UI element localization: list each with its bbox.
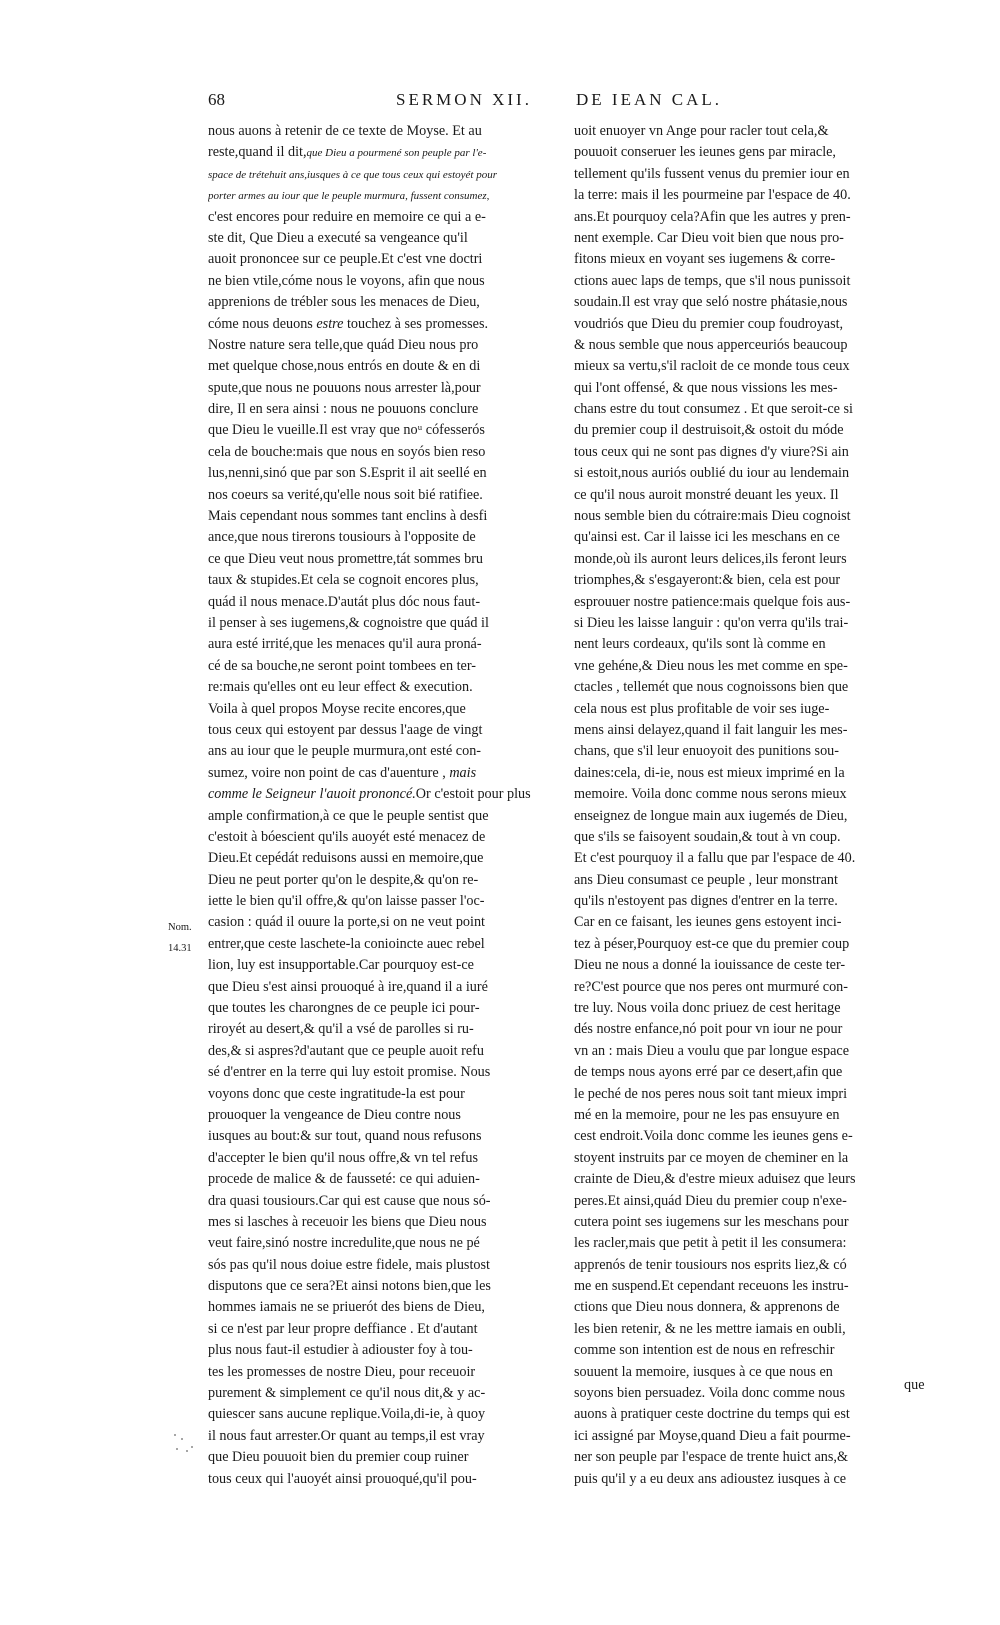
italic-segment: estre xyxy=(316,315,344,332)
text-line xyxy=(208,891,565,912)
text-segment: Mais cependant nous sommes tant enclins à desfi xyxy=(208,508,488,525)
text-line xyxy=(208,1233,565,1254)
text-segment: procede de malice & de fausseté: ce qui aduien- xyxy=(208,1171,480,1188)
text-line xyxy=(574,891,939,912)
text-segment: ans Dieu consumast ce peuple , leur monstrant xyxy=(574,871,838,888)
text-line xyxy=(574,121,939,142)
margin-note-line: 14.31 xyxy=(168,943,192,954)
text-segment: les racler,mais que petit à petit il les consumera: xyxy=(574,1235,847,1252)
text-line xyxy=(574,1191,939,1212)
text-segment: cest endroit.Voila donc comme les ieunes gens e- xyxy=(574,1128,853,1145)
text-segment: voyons donc que ceste ingratitude-la est pour xyxy=(208,1085,465,1102)
text-line xyxy=(208,806,565,827)
text-segment: dire, Il en sera ainsi : nous ne pouuons conclure xyxy=(208,401,479,418)
text-line xyxy=(208,1126,565,1147)
text-segment: mens ainsi delayez,quand il fait languir les mes- xyxy=(574,721,848,738)
text-segment: cutera point ses iugemens sur les meschans pour xyxy=(574,1213,849,1230)
text-segment: chans, que s'il leur enuoyoit des punitions sou- xyxy=(574,743,839,760)
text-segment: cela de bouche:mais que nous en soyós bien reso xyxy=(208,443,486,460)
text-segment: lus,nenni,sinó que par son S.Esprit il ait seellé en xyxy=(208,465,487,482)
text-segment: dra quasi tousiours.Car qui est cause que nous só- xyxy=(208,1192,491,1209)
text-segment: casion : quád il ouure la porte,si on ne veut point xyxy=(208,914,485,931)
text-line xyxy=(208,613,565,634)
text-segment: Et c'est pourquoy il a fallu que par l'espace de 40. xyxy=(574,850,856,867)
catchword: que xyxy=(904,1377,925,1393)
text-line xyxy=(574,699,939,720)
text-line xyxy=(574,314,939,335)
text-segment: met quelque chose,nous entrós en doute & en di xyxy=(208,358,481,375)
text-segment: ctacles , tellemét que nous cognoissons bien que xyxy=(574,679,849,696)
text-line xyxy=(574,1126,939,1147)
margin-note xyxy=(168,917,204,959)
text-line xyxy=(574,249,939,270)
text-line xyxy=(208,1019,565,1040)
text-line xyxy=(208,506,565,527)
text-segment: prouoquer la vengeance de Dieu contre nous xyxy=(208,1106,461,1123)
text-line xyxy=(208,1255,565,1276)
text-line xyxy=(574,848,939,869)
page-number: 68 xyxy=(208,90,225,109)
text-segment: ample confirmation,à ce que le peuple sentist que xyxy=(208,807,489,824)
text-segment: iette le bien qu'il offre,& qu'on laisse passer l'oc- xyxy=(208,893,485,910)
text-line xyxy=(208,142,565,163)
text-line xyxy=(208,164,565,185)
text-segment: plus nous faut-il estudier à adiouster foy à tou- xyxy=(208,1342,473,1359)
text-line xyxy=(574,142,939,163)
text-line xyxy=(574,1340,939,1361)
text-segment: nos coeurs sa verité,qu'elle nous soit bié ratifiee. xyxy=(208,486,483,503)
text-line xyxy=(208,228,565,249)
text-segment: que Dieu pouuoit bien du premier coup ruiner xyxy=(208,1449,469,1466)
text-line xyxy=(208,1169,565,1190)
text-segment: si estoit,nous auriós oublié du iour au lendemain xyxy=(574,465,850,482)
text-segment: cóme nous deuons xyxy=(208,315,317,332)
text-line xyxy=(208,977,565,998)
text-line xyxy=(208,870,565,891)
text-line xyxy=(574,1062,939,1083)
text-line xyxy=(574,998,939,1019)
text-segment: ne bien vtile,cóme nous le voyons, afin que nous xyxy=(208,272,485,289)
text-segment: soyons bien persuadez. Voila donc comme nous xyxy=(574,1385,845,1402)
text-segment: mieux sa vertu,s'il racloit de ce monde tous ceux xyxy=(574,358,850,375)
text-line xyxy=(208,1084,565,1105)
text-segment: puis qu'il y a eu deux ans adioustez iusques à ce xyxy=(574,1470,847,1487)
text-line xyxy=(208,378,565,399)
text-segment: cela nous est plus profitable de voir ses iuge- xyxy=(574,700,830,717)
text-line xyxy=(574,292,939,313)
text-segment: apprenions de trébler sous les menaces de Dieu, xyxy=(208,294,480,311)
text-line xyxy=(574,955,939,976)
text-segment: Dieu.Et cepédát reduisons aussi en memoire,que xyxy=(208,850,484,867)
text-segment: quád il nous menace.D'autát plus dóc nous faut- xyxy=(208,593,481,610)
text-line xyxy=(208,827,565,848)
running-head xyxy=(208,90,756,114)
text-line xyxy=(208,420,565,441)
text-segment: memoire. Voila donc comme nous serons mieux xyxy=(574,786,847,803)
text-line xyxy=(208,356,565,377)
text-segment: Dieu ne peut porter qu'on le despite,& qu'on re- xyxy=(208,871,479,888)
text-segment: crainte de Dieu,& d'estre mieux aduisez que leurs xyxy=(574,1171,856,1188)
text-segment: que Dieu s'est ainsi prouoqué à ire,quand il a iuré xyxy=(208,978,488,995)
text-segment: me en suspend.Et cependant receuons les instru- xyxy=(574,1278,849,1295)
running-title-right: DE IEAN CAL. xyxy=(576,90,723,109)
text-segment: reste,quand il dit, xyxy=(208,144,307,161)
text-segment: lion, luy est insupportable.Car pourquoy est-ce xyxy=(208,957,474,974)
text-segment: monde,où ils auront leurs delices,ils feront leurs xyxy=(574,550,847,567)
text-line xyxy=(574,1255,939,1276)
text-line xyxy=(208,1469,565,1490)
text-line xyxy=(208,741,565,762)
text-segment: tes les promesses de nostre Dieu, pour receuoir xyxy=(208,1363,476,1380)
text-segment: cé de sa bouche,ne seront point tombees en ter- xyxy=(208,657,476,674)
text-segment: entrer,que ceste laschete-la conioincte auec rebel xyxy=(208,935,485,952)
italic-segment: space de trétehuit ans,iusques à ce que tous ceux qui estoyét pour xyxy=(208,168,497,181)
text-line xyxy=(208,848,565,869)
text-segment: ctions auec laps de temps, que s'il nous punissoit xyxy=(574,272,851,289)
text-segment: quiescer sans aucune replique.Voila,di-ie, à quoy xyxy=(208,1406,486,1423)
text-line xyxy=(574,1169,939,1190)
text-line xyxy=(574,1297,939,1318)
text-segment: ste dit, Que Dieu a executé sa vengeance qu'il xyxy=(208,229,468,246)
text-line xyxy=(208,1041,565,1062)
italic-segment: mais xyxy=(449,764,477,781)
text-segment: nent exemple. Car Dieu voit bien que nous pro- xyxy=(574,229,844,246)
text-line xyxy=(208,485,565,506)
text-segment: des,& si aspres?d'autant que ce peuple auoit refu xyxy=(208,1042,484,1059)
text-segment: Dieu ne nous a donné la iouissance de ceste ter- xyxy=(574,957,846,974)
text-line xyxy=(208,1383,565,1404)
text-line xyxy=(574,977,939,998)
text-line xyxy=(574,399,939,420)
text-segment: chans estre du tout consumez . Et que seroit-ce si xyxy=(574,401,853,418)
text-line xyxy=(574,613,939,634)
text-line xyxy=(208,549,565,570)
margin-note-line: Nom. xyxy=(168,922,192,933)
text-segment: veut faire,sinó nostre incredulite,que nous ne pé xyxy=(208,1235,480,1252)
text-line xyxy=(208,656,565,677)
text-line xyxy=(208,1212,565,1233)
text-line xyxy=(208,1105,565,1126)
text-line xyxy=(574,677,939,698)
text-line xyxy=(208,592,565,613)
text-segment: ance,que nous tirerons tousiours à l'opposite de xyxy=(208,529,476,546)
text-line xyxy=(574,335,939,356)
text-segment: & nous semble que nous apperceuriós beaucoup xyxy=(574,336,848,353)
text-segment: nous auons à retenir de ce texte de Moyse. Et au xyxy=(208,123,482,139)
text-segment: disputons que ce sera?Et ainsi notons bien,que les xyxy=(208,1278,491,1295)
text-segment: tous ceux qui l'auoyét ainsi prouoqué,qu'il pou- xyxy=(208,1470,477,1487)
text-line xyxy=(574,527,939,548)
text-line xyxy=(574,1019,939,1040)
text-segment: soudain.Il est vray que seló nostre phátasie,nous xyxy=(574,294,848,311)
text-segment: auons à pratiquer ceste doctrine du temps qui est xyxy=(574,1406,850,1423)
text-segment: ctions que Dieu nous donnera, & apprenons de xyxy=(574,1299,840,1316)
text-line xyxy=(208,1340,565,1361)
text-segment: riroyét au desert,& qu'il a vsé de parolles si ru- xyxy=(208,1021,474,1038)
text-segment: iusques au bout:& sur tout, quand nous refusons xyxy=(208,1128,482,1145)
text-line xyxy=(574,1469,939,1490)
text-segment: enseignez de longue main aux iugemés de Dieu, xyxy=(574,807,848,824)
text-line xyxy=(208,1319,565,1340)
text-line xyxy=(574,720,939,741)
text-line xyxy=(208,1297,565,1318)
text-segment: si Dieu les laisse languir : qu'on verra qu'ils trai- xyxy=(574,614,849,631)
text-segment: nous semble bien du cótraire:mais Dieu cognoist xyxy=(574,508,851,525)
text-line xyxy=(574,1041,939,1062)
text-segment: purement & simplement ce qu'il nous dit,& y ac- xyxy=(208,1385,486,1402)
text-segment: d'accepter le bien qu'il nous offre,& vn tel refus xyxy=(208,1149,478,1166)
text-segment: auoit prononcee sur ce peuple.Et c'est vne doctri xyxy=(208,251,483,268)
text-segment: sé d'entrer en la terre qui luy estoit promise. Nous xyxy=(208,1064,491,1081)
text-segment: daines:cela, di-ie, nous est mieux imprimé en la xyxy=(574,764,845,781)
text-segment: Nostre nature sera telle,que quád Dieu nous pro xyxy=(208,336,479,353)
text-line xyxy=(208,934,565,955)
text-segment: ans au iour que le peuple murmura,ont esté con- xyxy=(208,743,482,760)
text-line xyxy=(574,1212,939,1233)
text-line xyxy=(574,1426,939,1447)
text-segment: apprenós de tenir tousiours nos esprits liez,& có xyxy=(574,1256,847,1273)
text-segment: comme son intention est de nous en refreschir xyxy=(574,1342,835,1359)
text-line xyxy=(574,1084,939,1105)
text-line xyxy=(574,1148,939,1169)
text-segment: stoyent instruits par ce moyen de cheminer en la xyxy=(574,1149,849,1166)
text-line xyxy=(208,292,565,313)
text-line xyxy=(574,549,939,570)
text-segment: ici assigné par Moyse,quand Dieu a fait pourme- xyxy=(574,1427,851,1444)
text-segment: que toutes les charongnes de ce peuple ici pour- xyxy=(208,1000,480,1017)
text-segment: vne gehéne,& Dieu nous les met comme en spe- xyxy=(574,657,848,674)
text-segment: hommes iamais ne se priuerót des biens de Dieu, xyxy=(208,1299,485,1316)
italic-segment: que Dieu a pourmené son peuple par l'e- xyxy=(306,147,487,160)
text-line xyxy=(208,1062,565,1083)
text-segment: Car en ce faisant, les ieunes gens estoyent inci- xyxy=(574,914,842,931)
text-line xyxy=(574,1319,939,1340)
text-line xyxy=(574,356,939,377)
text-line xyxy=(208,527,565,548)
text-line xyxy=(574,185,939,206)
text-line xyxy=(208,399,565,420)
text-segment: si ce n'est par leur propre deffiance . Et d'autant xyxy=(208,1320,478,1337)
text-line xyxy=(574,784,939,805)
left-text-column xyxy=(208,121,565,1490)
text-segment: c'estoit à bóescient qu'ils auoyét esté menacez de xyxy=(208,828,486,845)
text-line xyxy=(574,656,939,677)
text-line xyxy=(208,998,565,1019)
text-segment: qu'ainsi est. Car il laisse ici les meschans en ce xyxy=(574,529,840,546)
text-segment: Or c'estoit pour plus xyxy=(415,786,531,803)
text-segment: la terre: mais il les pourmeine par l'espace de 40. xyxy=(574,187,851,204)
text-segment: aura esté irrité,que les menaces qu'il aura proná- xyxy=(208,636,482,653)
text-segment: il nous faut arrester.Or quant au temps,il est vray xyxy=(208,1427,485,1444)
italic-segment: comme le Seigneur l'auoit prononcé. xyxy=(208,786,416,803)
text-segment: sós pas qu'il nous doiue estre fidele, mais plustost xyxy=(208,1256,490,1273)
text-line xyxy=(574,1383,939,1404)
text-line xyxy=(574,1362,939,1383)
text-line xyxy=(574,806,939,827)
text-segment: de temps nous ayons erré par ce desert,afin que xyxy=(574,1064,843,1081)
text-segment: uoit enuoyer vn Ange pour racler tout cela,& xyxy=(574,123,829,139)
text-line xyxy=(208,699,565,720)
text-segment: taux & stupides.Et cela se cognoit encores plus, xyxy=(208,572,479,589)
text-segment: tre luy. Nous voila donc priuez de cest heritage xyxy=(574,1000,841,1017)
italic-segment: porter armes au iour que le peuple murmura, fussent consumez, xyxy=(208,190,490,203)
text-line xyxy=(208,1426,565,1447)
text-line xyxy=(208,955,565,976)
text-line xyxy=(574,420,939,441)
text-segment: tous ceux qui estoyent par dessus l'aage de vingt xyxy=(208,721,483,738)
text-line xyxy=(208,463,565,484)
text-segment: triomphes,& s'esgayeront:& bien, cela est pour xyxy=(574,572,841,589)
text-segment: tellement qu'ils fussent venus du premier iour en xyxy=(574,165,850,182)
text-line xyxy=(574,164,939,185)
text-segment: pouuoit conseruer les ieunes gens par miracle, xyxy=(574,144,836,161)
text-segment: mes si lasches à receuoir les biens que Dieu nous xyxy=(208,1213,487,1230)
text-line xyxy=(208,1148,565,1169)
text-line xyxy=(574,1233,939,1254)
text-line xyxy=(574,592,939,613)
text-line xyxy=(208,784,565,805)
text-line xyxy=(208,570,565,591)
text-line xyxy=(208,677,565,698)
text-line xyxy=(208,720,565,741)
text-segment: spute,que nous ne pouuons nous arrester là,pour xyxy=(208,379,481,396)
text-segment: re:mais qu'elles ont eu leur effect & execution. xyxy=(208,679,473,696)
text-segment: ce qu'il nous auroit monstré deuant les yeux. Il xyxy=(574,486,839,503)
text-segment: tez à péser,Pourquoy est-ce que du premier coup xyxy=(574,935,850,952)
text-line xyxy=(574,271,939,292)
text-line xyxy=(208,1404,565,1425)
text-line xyxy=(574,442,939,463)
text-line xyxy=(574,207,939,228)
text-line xyxy=(208,912,565,933)
text-line xyxy=(574,1105,939,1126)
text-segment: mé en la memoire, pour ne les pas ensuyure en xyxy=(574,1106,840,1123)
text-segment: peres.Et ainsi,quád Dieu du premier coup n'exe- xyxy=(574,1192,847,1209)
text-segment: fitons mieux en voyant ses iugemens & corre- xyxy=(574,251,836,268)
text-line xyxy=(574,485,939,506)
text-line xyxy=(574,1404,939,1425)
text-segment: re?C'est pource que nos peres ont murmuré con- xyxy=(574,978,848,995)
text-line xyxy=(208,335,565,356)
text-segment: ce que Dieu veut nous promettre,tát sommes bru xyxy=(208,550,484,567)
text-segment: du premier coup il destruisoit,& ostoit du móde xyxy=(574,422,844,439)
text-line xyxy=(574,378,939,399)
text-segment: tous ceux qui ne sont pas dignes d'y viure?Si ain xyxy=(574,443,849,460)
text-line xyxy=(208,271,565,292)
text-line xyxy=(574,506,939,527)
text-line xyxy=(574,912,939,933)
text-segment: sumez, voire non point de cas d'auenture , xyxy=(208,764,450,781)
text-segment: qu'ils n'estoyent pas dignes d'entrer en la terre. xyxy=(574,893,838,910)
text-line xyxy=(208,207,565,228)
text-line xyxy=(574,741,939,762)
text-segment: c'est encores pour reduire en memoire ce qui a e- xyxy=(208,208,486,225)
text-segment: touchez à ses promesses. xyxy=(343,315,489,332)
text-segment: le peché de nos peres nous soit tant mieux impri xyxy=(574,1085,848,1102)
text-segment: que s'ils se faisoyent soudain,& tout à vn coup. xyxy=(574,828,841,845)
text-segment: qui l'ont offensé, & que nous vissions les mes- xyxy=(574,379,838,396)
text-segment: ner son peuple par l'espace de trente huict ans,& xyxy=(574,1449,848,1466)
text-line xyxy=(574,1276,939,1297)
text-segment: vn an : mais Dieu a voulu que par longue espace xyxy=(574,1042,849,1059)
text-line xyxy=(574,1447,939,1468)
text-line xyxy=(574,763,939,784)
text-line xyxy=(574,228,939,249)
page-blemish xyxy=(172,1428,196,1456)
text-line xyxy=(574,463,939,484)
text-line xyxy=(208,1276,565,1297)
text-line xyxy=(574,570,939,591)
text-segment: esprouuer nostre patience:mais quelque fois aus- xyxy=(574,593,851,610)
text-line xyxy=(208,1191,565,1212)
right-text-column xyxy=(574,121,939,1490)
text-segment: dés nostre enfance,nó poit pour vn iour ne pour xyxy=(574,1021,843,1038)
text-line xyxy=(208,634,565,655)
text-line xyxy=(208,1447,565,1468)
text-segment: les bien retenir, & ne les mettre iamais en oubli, xyxy=(574,1320,846,1337)
text-line xyxy=(574,934,939,955)
text-line xyxy=(208,314,565,335)
text-segment: nent leurs cordeaux, qu'ils sont là comme en xyxy=(574,636,826,653)
text-segment: que Dieu le vueille.Il est vray que noᵘ cófesserós xyxy=(208,422,485,439)
running-title-left: SERMON XII. xyxy=(396,90,532,109)
text-line xyxy=(574,870,939,891)
text-segment: voudriós que Dieu du premier coup foudroyast, xyxy=(574,315,844,332)
text-line xyxy=(574,827,939,848)
text-segment: souuent la memoire, iusques à ce que nous en xyxy=(574,1363,833,1380)
text-segment: Voila à quel propos Moyse recite encores,que xyxy=(208,700,466,717)
text-line xyxy=(208,121,565,142)
text-segment: il penser à ses iugemens,& cognoistre que quád il xyxy=(208,614,489,631)
text-segment: ans.Et pourquoy cela?Afin que les autres y pren- xyxy=(574,208,851,225)
text-line xyxy=(208,185,565,206)
text-line xyxy=(574,634,939,655)
text-line xyxy=(208,442,565,463)
text-line xyxy=(208,763,565,784)
text-line xyxy=(208,1362,565,1383)
text-line xyxy=(208,249,565,270)
